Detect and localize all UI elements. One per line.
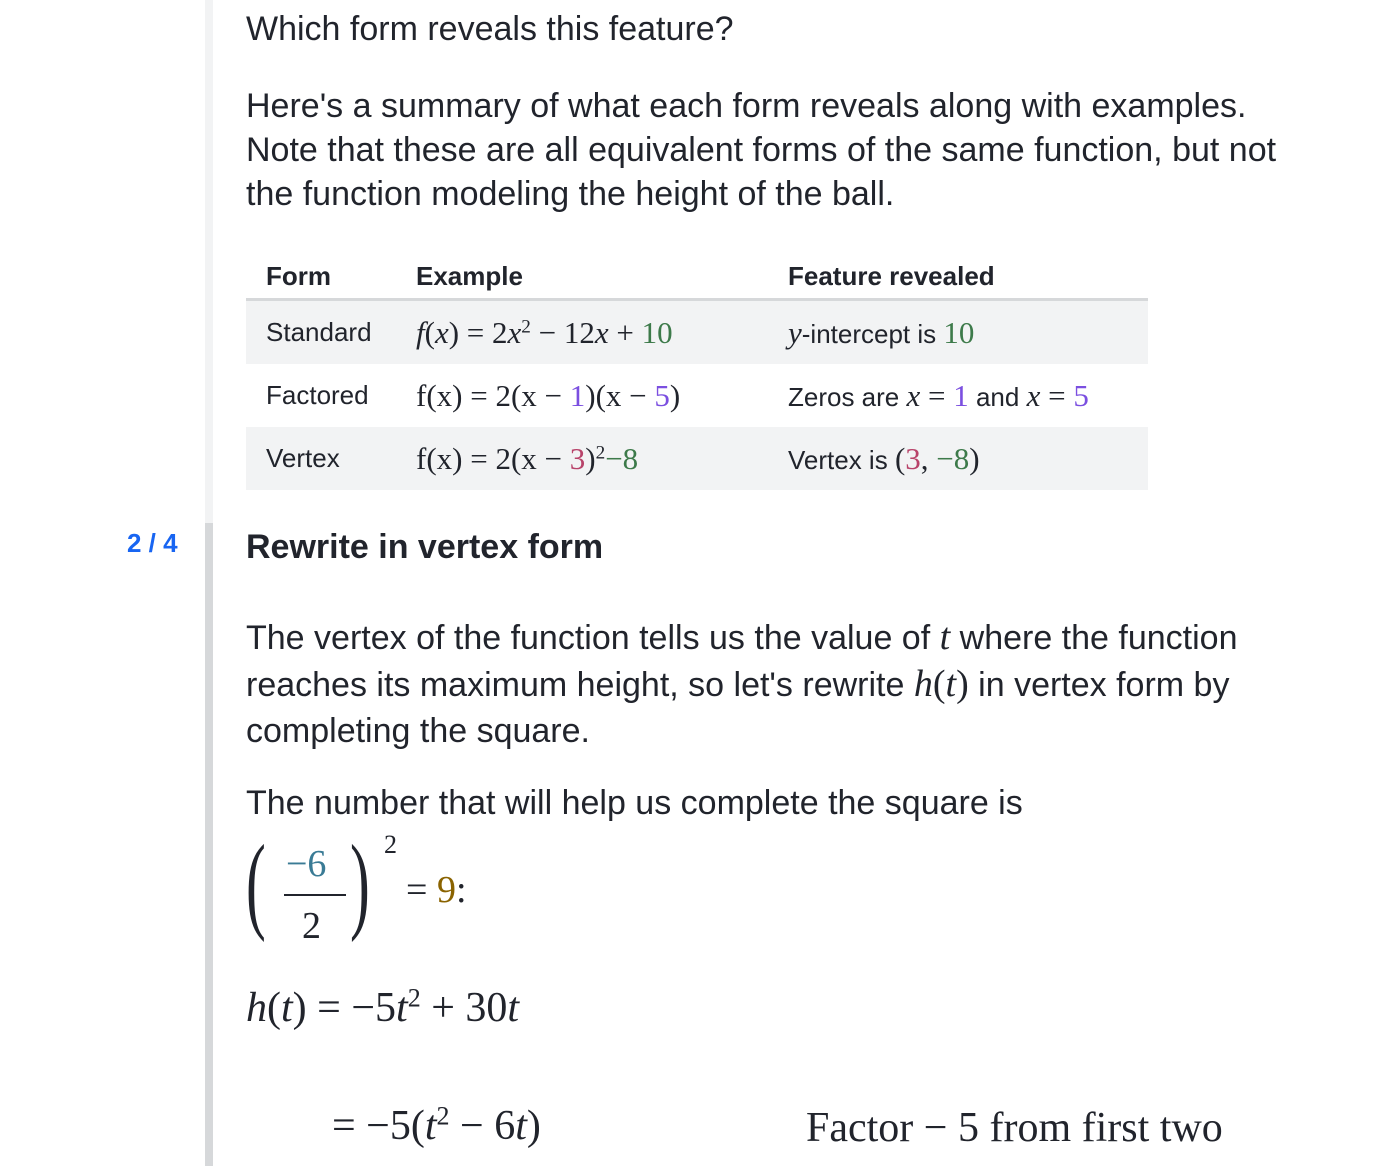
fraction-denominator: 2 [302,905,321,947]
table-row [246,300,1148,365]
row-feature: Vertex is (3, −8) [768,427,1148,490]
intro-paragraph: Here's a summary of what each form reveals along with examples. Note that these are all equivalent forms of the same function, but not the function modeling the height of the ball. [246,87,1277,213]
header-example: Example [396,254,768,300]
fraction-bar [284,894,346,896]
complete-square-text: The number that will help us complete the square is [246,784,1023,822]
square-exponent: 2 [384,830,397,859]
fraction-numerator: −6 [286,843,327,885]
header-form: Form [246,254,396,300]
square-result: = 9: [406,869,467,911]
row-example: $f(x) = 2(x - 3)^2-8$ [396,427,768,490]
vertex-explanation: The vertex of the function tells us the value of t where the function reaches its maximum height, so let's rewrite h(t) in vertex form by completing the square. [246,616,1238,750]
row-example: f(x) = 2(x − 1)(x − 5) [416,377,681,413]
header-feature: Feature revealed [768,254,1148,300]
question-text: Which form reveals this feature? [246,10,734,48]
table-row [246,364,1148,427]
step-counter: 2 / 4 [127,528,178,558]
table-row [246,427,1148,490]
row-form: Vertex [246,427,396,490]
forms-table [246,254,1148,490]
table-header-row [246,254,1148,300]
row-example: $f(x) = 2x^2 - 12x + 10$ [396,300,768,365]
row-feature: Zeros are x = 1 and x = 5 [788,377,1089,413]
step-rail-active [205,523,213,1166]
equation-line-1: $h(t) = -5t^2 + 30t$ [246,983,520,1031]
row-feature: y-intercept is 10 [768,300,1148,365]
row-form: Factored [266,380,369,410]
right-paren: ) [350,824,370,943]
row-form: Standard [246,300,396,365]
section-heading: Rewrite in vertex form [246,528,604,566]
left-paren: ( [246,824,266,943]
equation-line-2: = $-5(t^2 - 6t)$ [332,1101,541,1149]
step-annotation: Factor − 5 from first two [806,1105,1223,1151]
